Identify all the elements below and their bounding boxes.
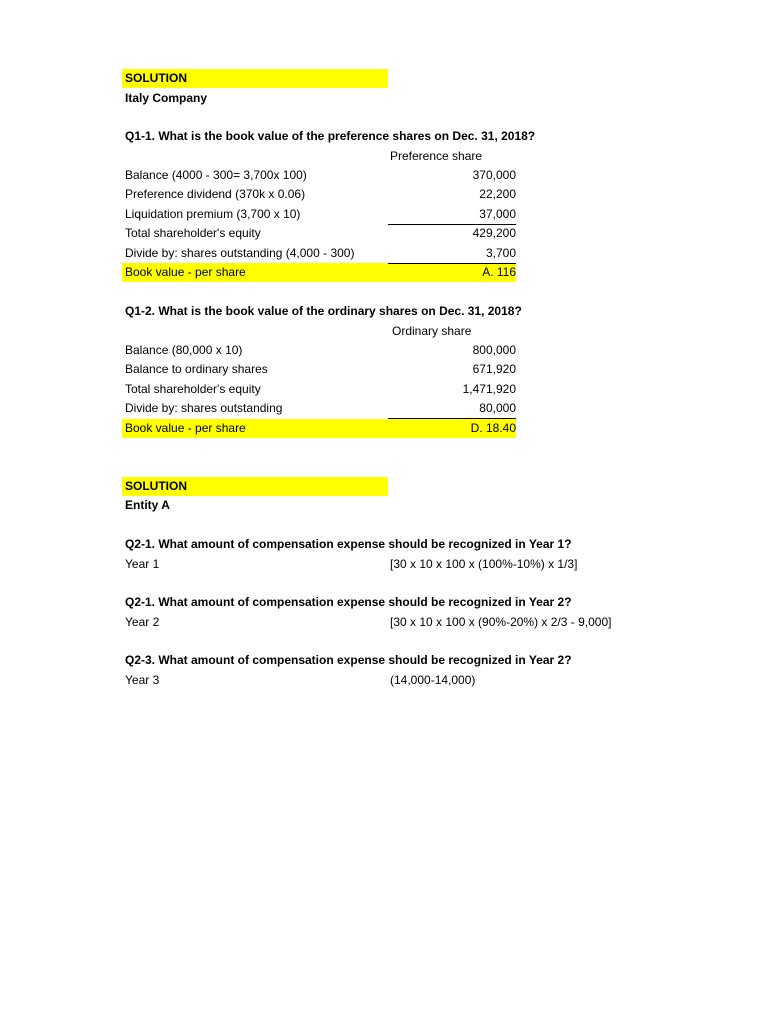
formula-row [0,671,768,690]
row-label: Balance (4000 - 300= 3,700x 100) [125,168,307,182]
result-label: Book value - per share [125,265,246,279]
row-label: Balance (80,000 x 10) [125,343,243,357]
row-label: Balance to ordinary shares [125,362,268,376]
result-label: Book value - per share [125,421,246,435]
formula-text: (14,000-14,000) [390,673,476,687]
formula-text: [30 x 10 x 100 x (100%-10%) x 1/3] [390,557,578,571]
row-label: Liquidation premium (3,700 x 10) [125,207,301,221]
year-label: Year 2 [125,615,160,629]
column-header-preference: Preference share [390,149,483,163]
row-value: 370,000 [472,168,516,182]
question-q1-2: Q1-2. What is the book value of the ordinary shares on Dec. 31, 2018? [125,304,522,318]
entity-name: Entity A [125,498,170,512]
table-row [0,205,768,224]
formula-text: [30 x 10 x 100 x (90%-20%) x 2/3 - 9,000] [390,615,612,629]
formula-row [0,555,768,574]
row-value: 80,000 [479,401,516,415]
solution-label-2: SOLUTION [125,479,187,493]
table-row [0,380,768,399]
result-value: A. 116 [482,265,516,279]
year-label: Year 1 [125,557,160,571]
row-label: Divide by: shares outstanding [125,401,283,415]
row-label: Total shareholder's equity [125,382,261,396]
table-row [0,224,768,243]
row-label: Preference dividend (370k x 0.06) [125,187,306,201]
question-q2-3: Q2-3. What amount of compensation expense should be recognized in Year 2? [125,653,572,667]
row-label: Divide by: shares outstanding (4,000 - 300) [125,246,355,260]
result-row [0,263,768,282]
company-name: Italy Company [125,91,208,105]
table-row [0,185,768,204]
formula-row [0,613,768,632]
row-value: 429,200 [472,226,516,240]
row-value: 671,920 [472,362,516,376]
table-row [0,399,768,418]
row-value: 22,200 [479,187,516,201]
table-row [0,166,768,185]
row-value: 1,471,920 [462,382,516,396]
row-label: Total shareholder's equity [125,226,261,240]
result-value: D. 18.40 [470,421,516,435]
column-header-ordinary: Ordinary share [392,324,472,338]
table-row [0,360,768,379]
solution-label-1: SOLUTION [125,71,187,85]
question-q2-1: Q2-1. What amount of compensation expense should be recognized in Year 1? [125,537,572,551]
year-label: Year 3 [125,673,160,687]
row-value: 3,700 [485,246,516,260]
question-q1-1: Q1-1. What is the book value of the preference shares on Dec. 31, 2018? [125,129,536,143]
table-row [0,341,768,360]
result-row [0,419,768,438]
table-row [0,244,768,263]
row-value: 37,000 [479,207,516,221]
question-q2-2: Q2-1. What amount of compensation expense should be recognized in Year 2? [125,595,572,609]
row-value: 800,000 [472,343,516,357]
